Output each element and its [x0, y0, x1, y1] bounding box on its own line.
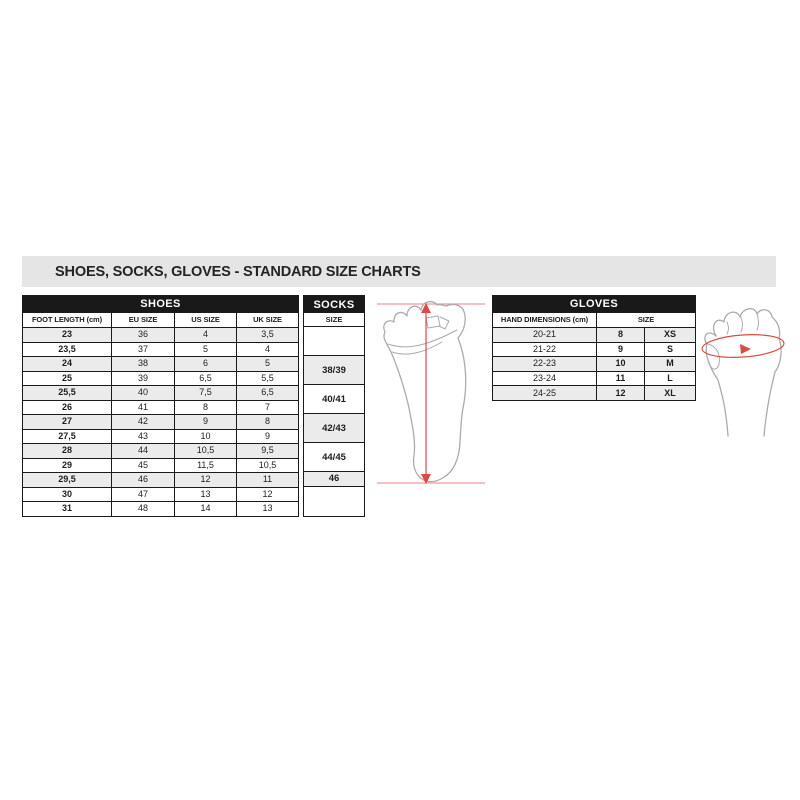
shoes-cell: 37	[112, 342, 175, 357]
shoes-table-row	[23, 502, 299, 517]
shoes-table-row	[23, 458, 299, 473]
shoes-cell: 4	[175, 328, 237, 343]
shoes-cell: 46	[112, 473, 175, 488]
shoes-table-row	[23, 487, 299, 502]
gloves-table-subheader	[493, 313, 696, 328]
shoes-cell: 42	[112, 415, 175, 430]
shoes-cell: 7,5	[175, 386, 237, 401]
gloves-table-row	[493, 342, 696, 357]
col-socks-size: SIZE	[304, 313, 364, 327]
socks-size-cell	[304, 327, 364, 356]
col-glove-size: SIZE	[597, 313, 696, 328]
hand-circumference-illustration	[694, 296, 798, 438]
gloves-size-number-cell: 9	[597, 342, 645, 357]
length-arrow	[421, 303, 431, 484]
shoes-cell: 5	[237, 357, 299, 372]
socks-size-cell: 44/45	[304, 443, 364, 472]
gloves-hand-dimension-cell: 24-25	[493, 386, 597, 401]
shoes-cell: 12	[237, 487, 299, 502]
shoes-cell: 43	[112, 429, 175, 444]
gloves-table-row	[493, 357, 696, 372]
socks-size-cell: 38/39	[304, 356, 364, 385]
shoes-cell: 38	[112, 357, 175, 372]
gloves-size-letter-cell: XS	[645, 328, 696, 343]
gloves-table-row	[493, 328, 696, 343]
shoes-cell: 26	[23, 400, 112, 415]
shoes-cell: 9	[237, 429, 299, 444]
col-uk-size: UK SIZE	[237, 313, 299, 328]
shoes-table-row	[23, 371, 299, 386]
shoes-cell: 6,5	[237, 386, 299, 401]
shoes-cell: 25	[23, 371, 112, 386]
shoes-cell: 47	[112, 487, 175, 502]
gloves-size-number-cell: 11	[597, 371, 645, 386]
circumference-arrow	[701, 332, 784, 360]
foot-outline	[384, 302, 466, 482]
gloves-hand-dimension-cell: 23-24	[493, 371, 597, 386]
hand-outline	[705, 309, 781, 436]
gloves-table-title: GLOVES	[493, 296, 696, 313]
shoes-table-row	[23, 357, 299, 372]
shoes-table-row	[23, 473, 299, 488]
gloves-table-header	[493, 296, 696, 313]
shoes-cell: 9,5	[237, 444, 299, 459]
shoes-table-row	[23, 444, 299, 459]
shoes-size-table	[22, 295, 299, 517]
shoes-cell: 10,5	[175, 444, 237, 459]
gloves-size-letter-cell: S	[645, 342, 696, 357]
shoes-cell: 10,5	[237, 458, 299, 473]
shoes-cell: 48	[112, 502, 175, 517]
shoes-table-row	[23, 386, 299, 401]
shoes-cell: 30	[23, 487, 112, 502]
shoes-cell: 11	[237, 473, 299, 488]
socks-size-table	[303, 295, 365, 517]
shoes-cell: 10	[175, 429, 237, 444]
shoes-cell: 6	[175, 357, 237, 372]
shoes-cell: 41	[112, 400, 175, 415]
shoes-cell: 7	[237, 400, 299, 415]
col-us-size: US SIZE	[175, 313, 237, 328]
shoes-cell: 14	[175, 502, 237, 517]
shoes-cell: 29	[23, 458, 112, 473]
shoes-table-row	[23, 400, 299, 415]
gloves-size-number-cell: 12	[597, 386, 645, 401]
gloves-table-row	[493, 371, 696, 386]
shoes-cell: 23,5	[23, 342, 112, 357]
shoes-cell: 13	[175, 487, 237, 502]
shoes-cell: 44	[112, 444, 175, 459]
gloves-size-letter-cell: XL	[645, 386, 696, 401]
shoes-cell: 45	[112, 458, 175, 473]
shoes-cell: 39	[112, 371, 175, 386]
gloves-table-row	[493, 386, 696, 401]
gloves-hand-dimension-cell: 22-23	[493, 357, 597, 372]
shoes-cell: 13	[237, 502, 299, 517]
shoes-cell: 3,5	[237, 328, 299, 343]
shoes-cell: 8	[175, 400, 237, 415]
shoes-cell: 5,5	[237, 371, 299, 386]
shoes-cell: 36	[112, 328, 175, 343]
shoes-cell: 11,5	[175, 458, 237, 473]
shoes-cell: 8	[237, 415, 299, 430]
gloves-size-number-cell: 10	[597, 357, 645, 372]
gloves-size-letter-cell: M	[645, 357, 696, 372]
col-hand-dimensions: HAND DIMENSIONS (cm)	[493, 313, 597, 328]
shoes-table-header	[23, 296, 299, 313]
shoes-table-row	[23, 415, 299, 430]
foot-length-illustration	[376, 296, 486, 490]
title-bar	[22, 256, 776, 287]
shoes-cell: 12	[175, 473, 237, 488]
gloves-size-table	[492, 295, 696, 401]
shoes-cell: 4	[237, 342, 299, 357]
col-eu-size: EU SIZE	[112, 313, 175, 328]
shoes-cell: 5	[175, 342, 237, 357]
gloves-size-number-cell: 8	[597, 328, 645, 343]
gloves-size-letter-cell: L	[645, 371, 696, 386]
socks-size-cell: 42/43	[304, 414, 364, 443]
shoes-cell: 6,5	[175, 371, 237, 386]
shoes-table-row	[23, 429, 299, 444]
shoes-cell: 31	[23, 502, 112, 517]
shoes-table-row	[23, 342, 299, 357]
shoes-cell: 27,5	[23, 429, 112, 444]
shoes-cell: 28	[23, 444, 112, 459]
gloves-hand-dimension-cell: 21-22	[493, 342, 597, 357]
socks-size-cell: 46	[304, 472, 364, 487]
col-foot-length: FOOT LENGTH (cm)	[23, 313, 112, 328]
shoes-cell: 9	[175, 415, 237, 430]
shoes-cell: 23	[23, 328, 112, 343]
socks-size-cell: 40/41	[304, 385, 364, 414]
page-title: SHOES, SOCKS, GLOVES - STANDARD SIZE CHARTS	[55, 263, 421, 280]
gloves-hand-dimension-cell: 20-21	[493, 328, 597, 343]
shoes-cell: 27	[23, 415, 112, 430]
shoes-table-title: SHOES	[23, 296, 299, 313]
shoes-cell: 40	[112, 386, 175, 401]
shoes-cell: 29,5	[23, 473, 112, 488]
socks-size-cell	[304, 487, 364, 516]
shoes-cell: 24	[23, 357, 112, 372]
shoes-table-row	[23, 328, 299, 343]
shoes-cell: 25,5	[23, 386, 112, 401]
shoes-table-subheader	[23, 313, 299, 328]
socks-table-title: SOCKS	[304, 296, 364, 313]
